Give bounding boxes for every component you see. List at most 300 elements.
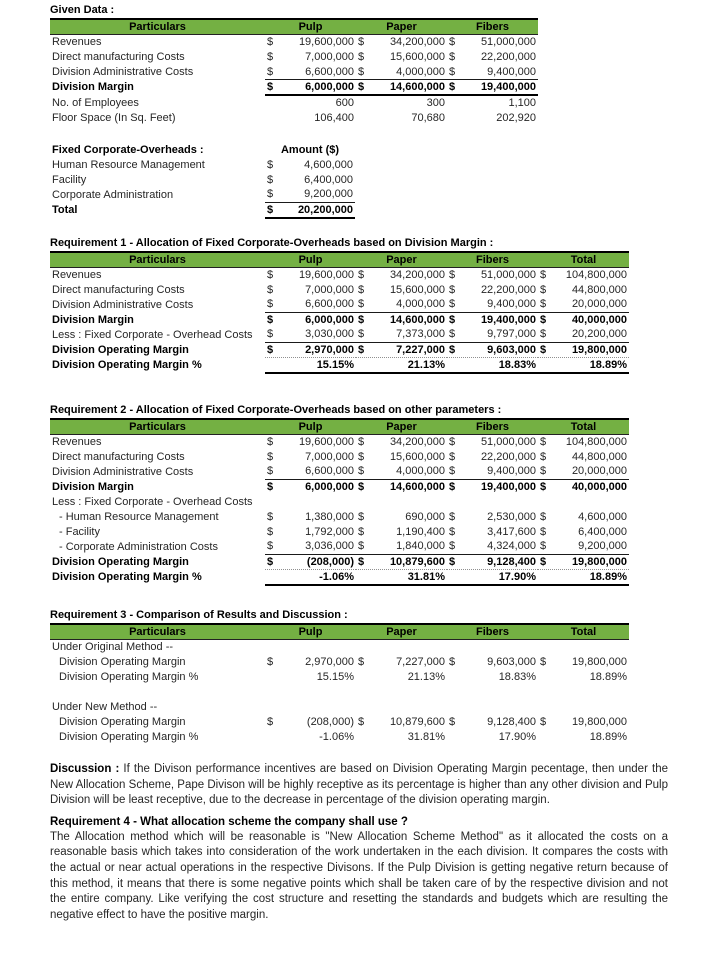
amount-value: 6,600,000 — [305, 465, 354, 478]
row-label: Division Administrative Costs — [52, 465, 194, 478]
cell — [538, 479, 629, 494]
cell — [356, 639, 447, 654]
discussion-section — [50, 762, 670, 809]
dollar-sign: $ — [267, 298, 274, 311]
cell: 18.89% — [538, 357, 629, 373]
table-row — [50, 494, 629, 509]
cell — [265, 297, 356, 312]
header-row — [50, 624, 629, 640]
cell: 70,680 — [411, 111, 445, 124]
cell — [356, 524, 447, 539]
amount-value: 19,800,000 — [571, 655, 627, 668]
cell — [265, 342, 356, 357]
table-row — [50, 509, 629, 524]
cell — [265, 172, 355, 187]
amount-value: 10,879,600 — [389, 715, 445, 728]
dollar-sign: $ — [267, 510, 274, 523]
amount-value: 9,603,000 — [487, 343, 536, 356]
table-row — [50, 479, 629, 494]
dollar-sign: $ — [449, 450, 456, 463]
cell — [265, 282, 356, 297]
cell: 18.83% — [498, 670, 536, 683]
cell — [265, 494, 356, 509]
cell — [447, 494, 538, 509]
cell — [538, 267, 629, 282]
amount-value: 2,970,000 — [305, 655, 354, 668]
dollar-sign: $ — [267, 283, 274, 296]
dollar-sign: $ — [358, 343, 365, 356]
amount-value: 51,000,000 — [480, 268, 536, 281]
dollar-sign: $ — [449, 510, 456, 523]
table-row — [50, 654, 629, 669]
cell — [447, 327, 538, 342]
amount-value: 51,000,000 — [480, 36, 536, 49]
row-label: Division Margin — [52, 313, 134, 326]
column-header: Fibers — [447, 252, 538, 268]
cell — [447, 35, 538, 50]
cell: 202,920 — [496, 111, 536, 124]
dollar-sign: $ — [358, 298, 365, 311]
column-header: Pulp — [265, 252, 356, 268]
cell — [538, 327, 629, 342]
cell: 18.89% — [589, 730, 627, 743]
cell — [265, 464, 356, 479]
amount-value: 1,792,000 — [305, 525, 354, 538]
requirement-3-table — [50, 623, 629, 745]
cell — [265, 654, 356, 669]
row-label: Revenues — [52, 268, 102, 281]
cell — [538, 342, 629, 357]
row-label: Under Original Method -- — [52, 640, 174, 653]
dollar-sign: $ — [358, 283, 365, 296]
table-row — [50, 539, 629, 554]
amount-value: 20,000,000 — [571, 465, 627, 478]
cell: 21.13% — [407, 670, 445, 683]
dollar-sign: $ — [267, 65, 274, 78]
cell — [265, 479, 356, 494]
amount-value: 19,600,000 — [298, 268, 354, 281]
row-label: Division Margin — [52, 81, 134, 94]
cell — [447, 267, 538, 282]
cell — [447, 639, 538, 654]
dollar-sign: $ — [358, 268, 365, 281]
cell — [447, 297, 538, 312]
table-row — [50, 65, 538, 80]
cell: -1.06% — [319, 730, 354, 743]
column-header: Particulars — [50, 19, 265, 35]
requirement-3-title: Requirement 3 - Comparison of Results and Discussion : — [50, 608, 348, 621]
cell — [265, 50, 356, 65]
cell — [265, 699, 356, 714]
column-header: Fibers — [447, 19, 538, 35]
fixed-overheads-table — [50, 142, 355, 219]
cell — [447, 554, 538, 569]
dollar-sign: $ — [358, 510, 365, 523]
cell — [356, 539, 447, 554]
amount-value: 9,200,000 — [578, 540, 627, 553]
table-row — [50, 312, 629, 327]
cell — [538, 524, 629, 539]
cell: 15.15% — [265, 357, 356, 373]
amount-value: 2,530,000 — [487, 510, 536, 523]
amount-value: 14,600,000 — [389, 313, 445, 326]
cell: 106,400 — [314, 111, 354, 124]
cell: -1.06% — [265, 569, 356, 585]
dollar-sign: $ — [358, 540, 365, 553]
cell — [265, 312, 356, 327]
dollar-sign: $ — [267, 555, 274, 568]
amount-value: 4,600,000 — [304, 158, 353, 171]
dollar-sign: $ — [449, 298, 456, 311]
dollar-sign: $ — [267, 51, 274, 63]
row-label: Division Operating Margin — [59, 655, 186, 668]
dollar-sign: $ — [267, 158, 274, 171]
dollar-sign: $ — [358, 465, 365, 478]
dollar-sign: $ — [540, 328, 547, 341]
table-row — [50, 142, 355, 157]
dollar-sign: $ — [540, 268, 547, 281]
amount-value: 19,400,000 — [480, 81, 536, 93]
cell — [538, 297, 629, 312]
cell — [356, 282, 447, 297]
dollar-sign: $ — [540, 343, 547, 356]
cell: 600 — [335, 97, 354, 109]
dollar-sign: $ — [449, 36, 456, 49]
dollar-sign: $ — [267, 268, 274, 281]
row-label: Division Administrative Costs — [52, 66, 194, 78]
amount-value: 19,400,000 — [480, 480, 536, 493]
cell: Amount ($) — [280, 143, 340, 156]
amount-value: (208,000) — [306, 715, 354, 728]
dollar-sign: $ — [449, 51, 456, 63]
amount-value: 6,000,000 — [305, 480, 354, 493]
cell — [265, 539, 356, 554]
cell — [447, 539, 538, 554]
dollar-sign: $ — [267, 173, 274, 186]
amount-value: 44,800,000 — [571, 283, 627, 296]
dollar-sign: $ — [449, 540, 456, 553]
dollar-sign: $ — [267, 465, 274, 478]
table-row — [50, 357, 629, 373]
header-row — [50, 19, 538, 35]
dollar-sign: $ — [449, 525, 456, 538]
dollar-sign: $ — [449, 283, 456, 296]
amount-value: 40,000,000 — [571, 480, 627, 493]
column-header: Pulp — [265, 624, 356, 640]
column-header: Total — [538, 419, 629, 435]
cell — [356, 509, 447, 524]
amount-value: 2,970,000 — [305, 343, 354, 356]
amount-value: 6,000,000 — [305, 81, 354, 93]
amount-value: 9,603,000 — [487, 655, 536, 668]
dollar-sign: $ — [358, 51, 365, 63]
row-label: Division Margin — [52, 480, 134, 493]
dollar-sign: $ — [267, 715, 274, 728]
column-header: Particulars — [50, 624, 265, 640]
fixed-overheads-section — [50, 142, 670, 219]
row-label: Division Operating Margin % — [59, 670, 199, 683]
amount-value: 19,800,000 — [571, 343, 627, 356]
amount-value: 34,200,000 — [389, 435, 445, 448]
table-row — [50, 729, 629, 744]
dollar-sign: $ — [449, 65, 456, 78]
row-label: Facility — [52, 173, 87, 186]
given-data-title: Given Data : — [50, 4, 115, 16]
cell — [447, 714, 538, 729]
row-label: - Facility — [59, 525, 100, 538]
dollar-sign: $ — [540, 298, 547, 311]
cell — [447, 509, 538, 524]
column-header: Particulars — [50, 419, 265, 435]
row-label: Direct manufacturing Costs — [52, 450, 185, 463]
cell — [538, 282, 629, 297]
requirement-4-title: Requirement 4 - What allocation scheme the company shall use ? — [50, 815, 408, 828]
row-label: Total — [52, 203, 78, 216]
amount-value: 22,200,000 — [480, 283, 536, 296]
amount-value: 104,800,000 — [565, 268, 627, 281]
dollar-sign: $ — [449, 435, 456, 448]
amount-value: 10,879,600 — [389, 555, 445, 568]
cell — [447, 312, 538, 327]
cell: 21.13% — [356, 357, 447, 373]
table-row — [50, 110, 538, 125]
table-row — [50, 95, 538, 110]
row-label: Division Operating Margin % — [52, 358, 202, 371]
amount-value: 9,797,000 — [487, 328, 536, 341]
cell — [356, 464, 447, 479]
table-row — [50, 524, 629, 539]
table-row — [50, 639, 629, 654]
dollar-sign: $ — [358, 525, 365, 538]
cell — [265, 267, 356, 282]
cell — [538, 639, 629, 654]
cell — [356, 297, 447, 312]
amount-value: 4,000,000 — [396, 465, 445, 478]
row-label: Division Administrative Costs — [52, 298, 194, 311]
amount-value: 3,036,000 — [305, 540, 354, 553]
amount-value: 7,227,000 — [396, 655, 445, 668]
table-row — [50, 50, 538, 65]
column-header: Total — [538, 252, 629, 268]
amount-value: (208,000) — [306, 555, 354, 568]
amount-value: 40,000,000 — [571, 313, 627, 326]
dollar-sign: $ — [449, 465, 456, 478]
discussion-paragraph — [50, 762, 668, 809]
dollar-sign: $ — [540, 510, 547, 523]
given-data-table — [50, 18, 538, 125]
dollar-sign: $ — [358, 435, 365, 448]
dollar-sign: $ — [267, 313, 274, 326]
requirement-3-section — [50, 609, 670, 745]
table-row — [50, 669, 629, 684]
column-header: Fibers — [447, 419, 538, 435]
cell — [265, 714, 356, 729]
cell — [356, 50, 447, 65]
dollar-sign: $ — [540, 313, 547, 326]
dollar-sign: $ — [267, 540, 274, 553]
dollar-sign: $ — [358, 450, 365, 463]
amount-value: 4,324,000 — [487, 540, 536, 553]
cell: 18.83% — [447, 357, 538, 373]
amount-value: 4,600,000 — [578, 510, 627, 523]
row-label: Division Operating Margin — [52, 555, 189, 568]
cell — [538, 509, 629, 524]
cell — [265, 80, 356, 96]
cell — [538, 434, 629, 449]
cell — [447, 699, 538, 714]
amount-value: 4,000,000 — [396, 298, 445, 311]
amount-value: 7,227,000 — [396, 343, 445, 356]
cell: 1,100 — [508, 97, 536, 109]
dollar-sign: $ — [358, 555, 365, 568]
requirement-1-section — [50, 237, 670, 374]
row-label: - Human Resource Management — [59, 510, 219, 523]
cell — [356, 479, 447, 494]
cell: 300 — [426, 97, 445, 109]
amount-value: 19,800,000 — [571, 715, 627, 728]
amount-value: 19,400,000 — [480, 313, 536, 326]
cell — [356, 494, 447, 509]
dollar-sign: $ — [540, 540, 547, 553]
amount-value: 6,400,000 — [304, 173, 353, 186]
cell — [447, 50, 538, 65]
column-header: Particulars — [50, 252, 265, 268]
dollar-sign: $ — [449, 268, 456, 281]
amount-value: 15,600,000 — [389, 450, 445, 463]
cell — [447, 654, 538, 669]
column-header: Paper — [356, 419, 447, 435]
amount-value: 34,200,000 — [389, 268, 445, 281]
cell: 17.90% — [447, 569, 538, 585]
row-label: Less : Fixed Corporate - Overhead Costs — [52, 328, 253, 341]
amount-value: 3,417,600 — [487, 525, 536, 538]
amount-value: 7,000,000 — [305, 283, 354, 296]
amount-value: 20,000,000 — [571, 298, 627, 311]
requirement-4-section — [50, 816, 670, 924]
table-row — [50, 569, 629, 585]
cell — [538, 494, 629, 509]
cell — [265, 639, 356, 654]
amount-value: 9,128,400 — [487, 555, 536, 568]
dollar-sign: $ — [267, 328, 274, 341]
dollar-sign: $ — [449, 655, 456, 668]
table-row — [50, 449, 629, 464]
dollar-sign: $ — [267, 188, 274, 201]
cell — [538, 714, 629, 729]
table-row — [50, 80, 538, 96]
column-header: Paper — [356, 19, 447, 35]
cell — [538, 464, 629, 479]
cell — [356, 327, 447, 342]
cell — [447, 80, 538, 96]
row-label: No. of Employees — [52, 96, 139, 109]
row-label: Floor Space (In Sq. Feet) — [52, 111, 176, 124]
cell — [265, 509, 356, 524]
dollar-sign: $ — [358, 715, 365, 728]
requirement-2-section — [50, 404, 670, 586]
dollar-sign: $ — [267, 655, 274, 668]
row-label: Division Operating Margin % — [52, 570, 202, 583]
amount-value: 20,200,000 — [571, 328, 627, 341]
dollar-sign: $ — [540, 655, 547, 668]
table-row — [50, 202, 355, 218]
row-label: Revenues — [52, 435, 102, 448]
row-label: Corporate Administration — [52, 188, 174, 201]
amount-value: 1,190,400 — [396, 525, 445, 538]
amount-value: 7,000,000 — [305, 51, 354, 63]
row-label: Less : Fixed Corporate - Overhead Costs — [52, 495, 253, 508]
cell — [356, 554, 447, 569]
table-row — [50, 327, 629, 342]
column-header: Paper — [356, 252, 447, 268]
cell — [538, 554, 629, 569]
amount-value: 15,600,000 — [389, 283, 445, 296]
table-row — [50, 187, 355, 202]
amount-value: 6,600,000 — [305, 298, 354, 311]
column-header: Total — [538, 624, 629, 640]
amount-value: 15,600,000 — [389, 51, 445, 63]
table-row — [50, 434, 629, 449]
row-label: Direct manufacturing Costs — [52, 51, 185, 63]
amount-value: 22,200,000 — [480, 450, 536, 463]
cell — [447, 464, 538, 479]
cell — [447, 479, 538, 494]
cell — [265, 202, 355, 218]
row-label: Under New Method -- — [52, 700, 158, 713]
table-row — [50, 35, 538, 50]
requirement-4-text: The Allocation method which will be reasonable is "New Allocation Scheme Method" as it allocated the costs on a reasonable basis which takes into consideration of the work undertaken in the each division. It compares the costs with the actual or near actual operations in the respective Divisons. If the Pulp Division is getting negative return because of this method, it means that there is some negative points which shall be taken care of by the respective division and not the entire company. Like verifying the cost structure and resetting the standards and budgets which are resulting the negative effect to have the positive margin. — [50, 830, 668, 921]
amount-value: 44,800,000 — [571, 450, 627, 463]
cell — [356, 65, 447, 80]
amount-value: 3,030,000 — [305, 328, 354, 341]
dollar-sign: $ — [449, 81, 456, 93]
dollar-sign: $ — [267, 525, 274, 538]
cell — [538, 539, 629, 554]
dollar-sign: $ — [540, 435, 547, 448]
header-row — [50, 252, 629, 268]
row-label: Human Resource Management — [52, 158, 205, 171]
amount-value: 14,600,000 — [389, 81, 445, 93]
cell — [265, 434, 356, 449]
requirement-1-title: Requirement 1 - Allocation of Fixed Corporate-Overheads based on Division Margin : — [50, 236, 494, 249]
cell — [356, 434, 447, 449]
dollar-sign: $ — [267, 480, 274, 493]
cell — [447, 65, 538, 80]
dollar-sign: $ — [540, 283, 547, 296]
dollar-sign: $ — [358, 36, 365, 49]
cell — [265, 554, 356, 569]
cell — [356, 342, 447, 357]
cell — [265, 449, 356, 464]
cell — [356, 80, 447, 96]
row-label: Revenues — [52, 36, 102, 49]
row-label: Fixed Corporate-Overheads : — [52, 143, 204, 156]
cell — [447, 524, 538, 539]
amount-value: 9,400,000 — [487, 65, 536, 78]
cell — [265, 524, 356, 539]
dollar-sign: $ — [540, 465, 547, 478]
amount-value: 9,200,000 — [304, 188, 353, 201]
table-row — [50, 684, 629, 699]
row-label: Division Operating Margin — [52, 343, 189, 356]
cell: 18.89% — [589, 670, 627, 683]
amount-value: 9,128,400 — [487, 715, 536, 728]
dollar-sign: $ — [540, 450, 547, 463]
amount-value: 9,400,000 — [487, 298, 536, 311]
given-data-section — [50, 4, 670, 125]
row-label: - Corporate Administration Costs — [59, 540, 218, 553]
discussion-label: Discussion : — [50, 763, 124, 775]
